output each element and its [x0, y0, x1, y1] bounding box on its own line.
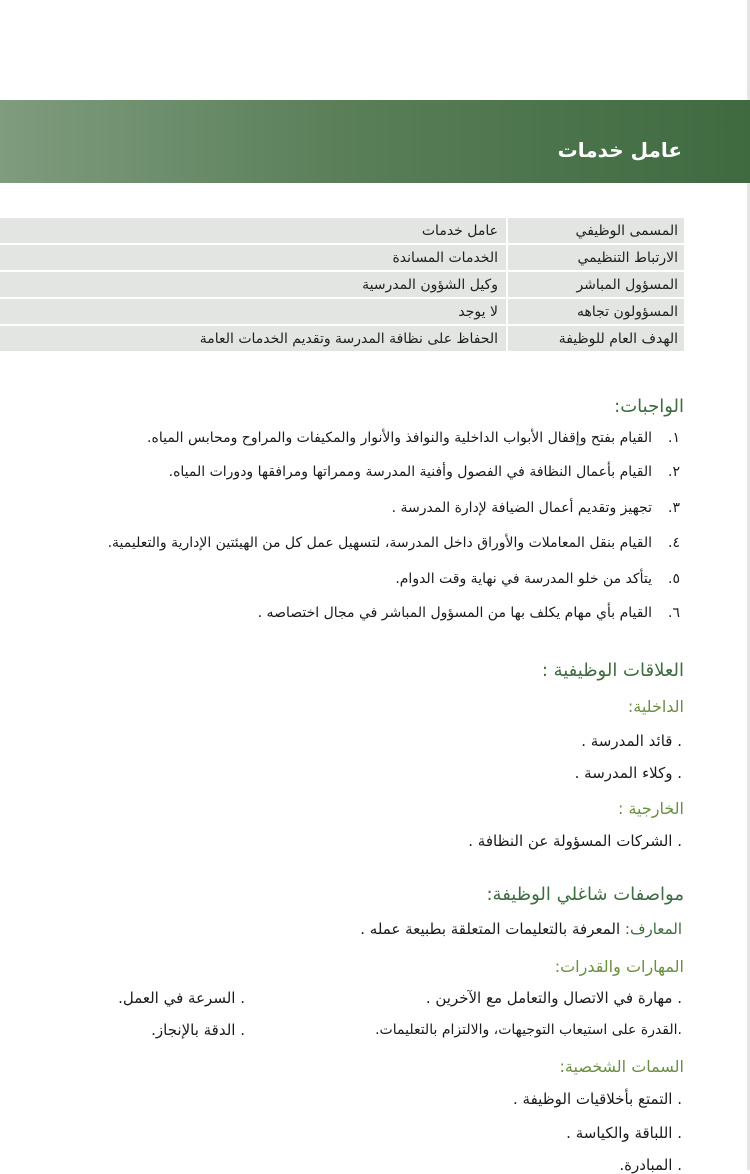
row-value: لا يوجد: [0, 299, 508, 324]
trait-item: . المبادرة.: [619, 1156, 682, 1174]
duty-number: ٥.: [668, 571, 680, 587]
external-heading: الخارجية :: [617, 799, 684, 818]
duty-number: ٢.: [668, 464, 680, 480]
table-row: [0, 326, 684, 351]
table-row: [0, 299, 684, 324]
skill-item: .القدرة على استيعاب التوجيهات، والالتزام بالتعليمات.: [375, 1022, 682, 1038]
row-label: المسؤول المباشر: [576, 277, 678, 293]
duty-item: [0, 603, 680, 623]
table-row: [0, 245, 684, 270]
duty-text: القيام بنقل المعاملات والأوراق داخل المدرسة، لتسهيل عمل كل من الهيئتين الإدارية والتعليمية.: [107, 535, 652, 551]
duty-number: ٤.: [668, 535, 680, 551]
info-table: [0, 218, 684, 353]
skill-item: . الدقة بالإنجاز.: [151, 1021, 245, 1039]
skill-item: . مهارة في الاتصال والتعامل مع الآخرين .: [425, 989, 682, 1007]
page-title: عامل خدمات: [557, 138, 682, 162]
relations-heading: العلاقات الوظيفية :: [541, 660, 684, 681]
row-value: الخدمات المساندة: [0, 245, 508, 270]
knowledge-line: [360, 920, 682, 938]
external-item: . الشركات المسؤولة عن النظافة .: [468, 832, 682, 850]
duty-text: القيام بأعمال النظافة في الفصول وأفنية المدرسة وممراتها ومرافقها ودورات المياه.: [168, 464, 652, 480]
duty-item: [0, 428, 680, 448]
specs-heading: مواصفات شاغلي الوظيفة:: [486, 884, 684, 905]
duty-text: يتأكد من خلو المدرسة في نهاية وقت الدوام.: [395, 571, 652, 587]
duty-text: تجهيز وتقديم أعمال الضيافة لإدارة المدرسة .: [391, 500, 652, 516]
row-label: الهدف العام للوظيفة: [558, 331, 678, 347]
duty-item: [0, 533, 680, 553]
row-label: الارتباط التنظيمي: [577, 250, 678, 266]
skill-item: . السرعة في العمل.: [118, 989, 245, 1007]
row-value: عامل خدمات: [0, 218, 508, 243]
trait-item: . اللباقة والكياسة .: [566, 1124, 682, 1142]
table-row: [0, 272, 684, 297]
row-label: المسمى الوظيفي: [575, 223, 678, 239]
duty-number: ٣.: [668, 500, 680, 516]
internal-item: . وكلاء المدرسة .: [574, 764, 682, 782]
row-value: الحفاظ على نظافة المدرسة وتقديم الخدمات العامة: [0, 326, 508, 351]
knowledge-label: المعارف:: [624, 920, 682, 938]
table-row: [0, 218, 684, 243]
knowledge-text: المعرفة بالتعليمات المتعلقة بطبيعة عمله .: [360, 920, 621, 938]
duty-item: [0, 462, 680, 482]
duty-text: القيام بفتح وإقفال الأبواب الداخلية والنوافذ والأنوار والمكيفات والمراوح ومحابس المياه.: [147, 430, 652, 446]
internal-item: . قائد المدرسة .: [581, 732, 682, 750]
duty-text: القيام بأي مهام يكلف بها من المسؤول المباشر في مجال اختصاصه .: [257, 605, 652, 621]
duty-item: [0, 498, 680, 518]
traits-heading: السمات الشخصية:: [559, 1057, 684, 1076]
duty-number: ٦.: [668, 605, 680, 621]
row-label: المسؤولون تجاهه: [576, 304, 678, 320]
duty-number: ١.: [668, 430, 680, 446]
duties-heading: الواجبات:: [614, 396, 684, 417]
trait-item: . التمتع بأخلاقيات الوظيفة .: [513, 1090, 682, 1108]
duty-item: [0, 569, 680, 589]
skills-heading: المهارات والقدرات:: [554, 957, 684, 976]
internal-heading: الداخلية:: [627, 697, 684, 716]
row-value: وكيل الشؤون المدرسية: [0, 272, 508, 297]
